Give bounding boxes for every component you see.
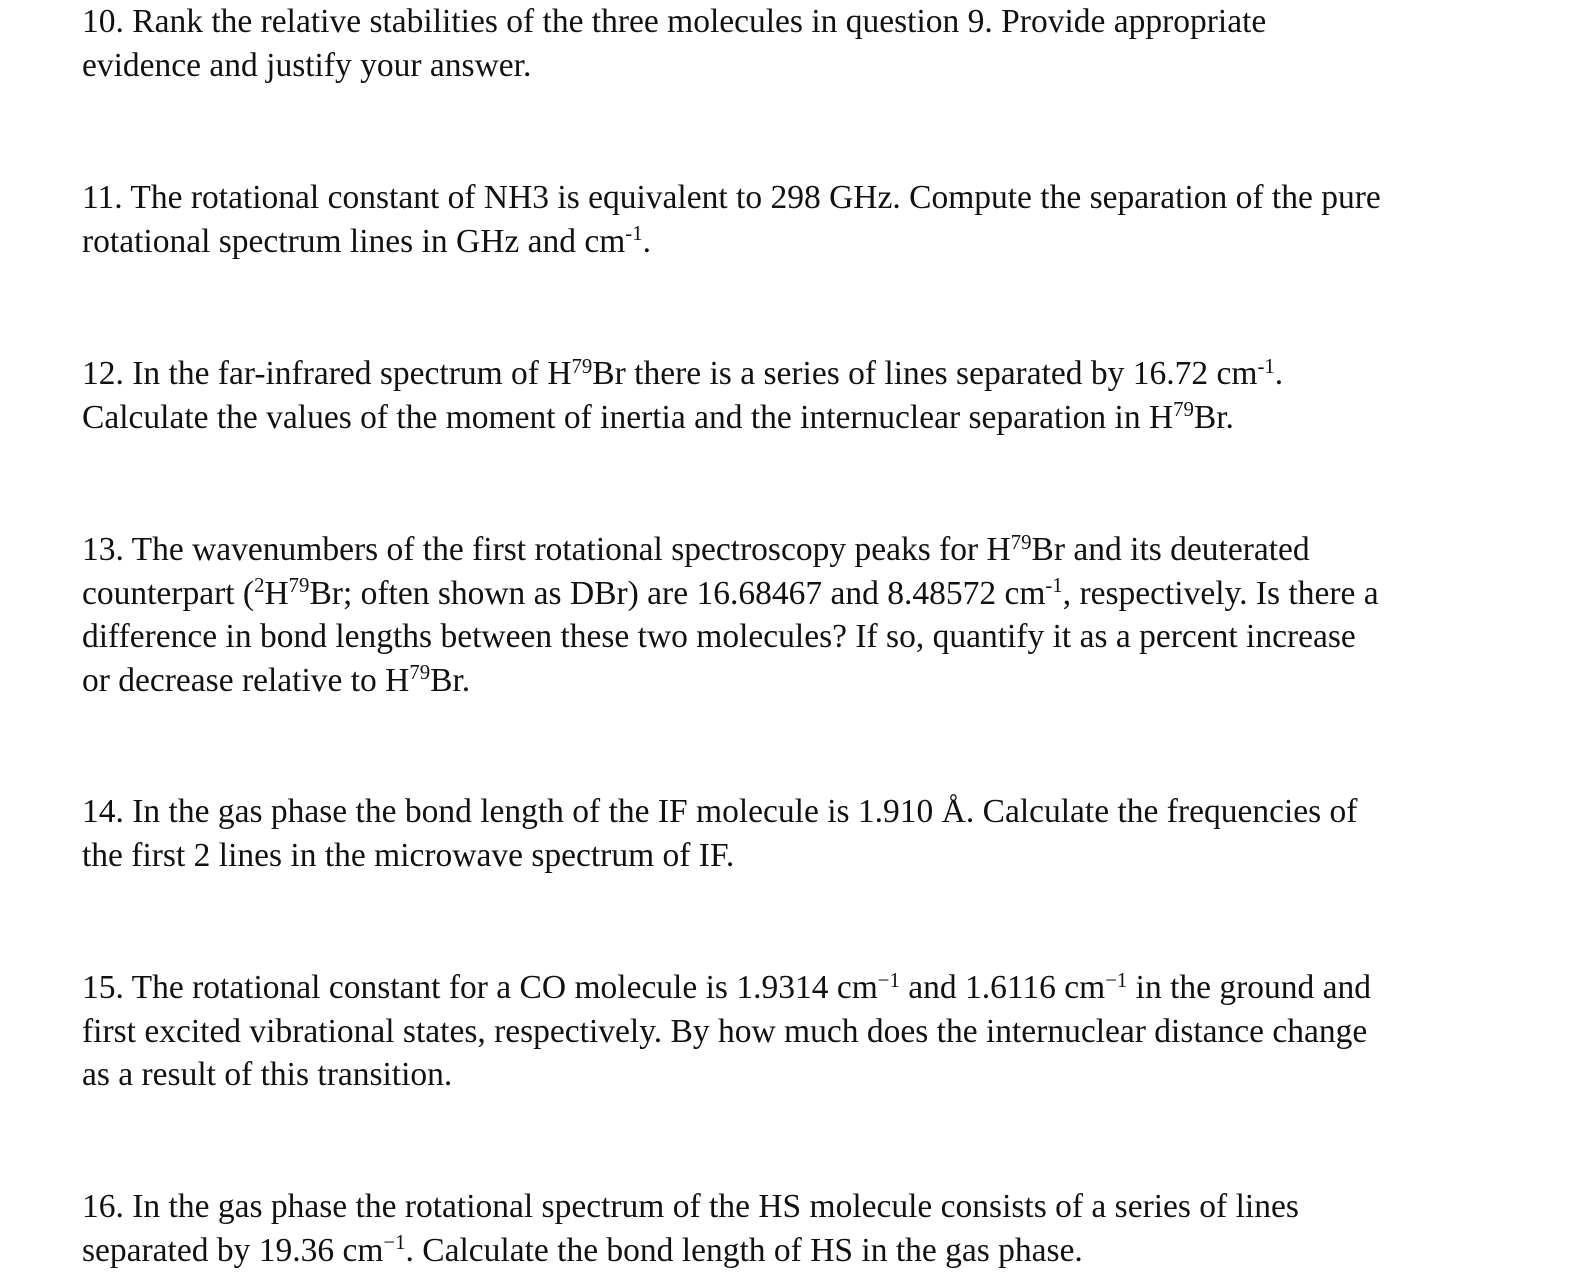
question-line	[82, 352, 1522, 396]
question-line	[82, 0, 1522, 44]
question-line	[82, 615, 1522, 659]
superscript: −1	[383, 1231, 406, 1255]
question-line	[82, 44, 1522, 88]
question-line	[82, 1053, 1522, 1097]
question-12	[82, 352, 1522, 439]
text-run: difference in bond lengths between these two molecules? If so, quantify it as a percent increase	[82, 618, 1356, 655]
text-run: H	[264, 574, 289, 612]
text-run: 11. The rotational constant of NH3 is equivalent to 298 GHz. Compute the separation of the pure	[82, 179, 1381, 216]
text-run: 16. In the gas phase the rotational spectrum of the HS molecule consists of a series of lines	[82, 1188, 1299, 1225]
superscript: −1	[1105, 968, 1128, 992]
text-run: in the ground and	[1127, 969, 1372, 1006]
text-run: Calculate the values of the moment of inertia and the internuclear separation in H	[82, 398, 1174, 436]
question-line	[82, 528, 1522, 572]
question-line	[82, 1010, 1522, 1054]
text-run: Br and its deuterated	[1031, 531, 1310, 568]
question-16	[82, 1185, 1522, 1272]
text-run: evidence and justify your answer.	[82, 46, 532, 84]
question-line	[82, 966, 1522, 1010]
text-run: and 1.6116 cm	[899, 969, 1106, 1006]
text-run: separated by 19.36 cm	[82, 1231, 384, 1269]
question-10	[82, 0, 1522, 87]
text-run: Br; often shown as DBr) are 16.68467 and 8.48572 cm	[309, 574, 1046, 612]
text-run: 15. The rotational constant for a CO molecule is 1.9314 cm	[82, 969, 878, 1006]
superscript: −1	[877, 968, 900, 992]
question-line	[82, 659, 1522, 703]
question-line	[82, 396, 1522, 440]
text-run: Br.	[430, 661, 471, 699]
question-line	[82, 790, 1522, 834]
question-line	[82, 572, 1522, 616]
superscript: 79	[571, 354, 593, 378]
question-15	[82, 966, 1522, 1097]
question-line	[82, 1229, 1522, 1273]
text-run: Br.	[1193, 398, 1234, 436]
text-run: .	[1274, 355, 1284, 392]
text-run: first excited vibrational states, respectively. By how much does the internuclear distance change	[82, 1012, 1368, 1050]
superscript: 79	[288, 574, 310, 598]
text-run: counterpart (	[82, 574, 255, 612]
text-run: .	[642, 222, 651, 260]
question-14	[82, 790, 1522, 877]
question-line	[82, 1185, 1522, 1229]
text-run: 13. The wavenumbers of the first rotational spectroscopy peaks for H	[82, 531, 1011, 568]
question-line	[82, 220, 1522, 264]
text-run: 14. In the gas phase the bond length of the IF molecule is 1.910 Å. Calculate the frequencies of	[82, 793, 1358, 830]
text-run: or decrease relative to H	[82, 661, 410, 699]
superscript: -1	[1257, 354, 1275, 378]
text-run: . Calculate the bond length of HS in the gas phase.	[405, 1231, 1083, 1269]
text-run: , respectively. Is there a	[1062, 574, 1379, 612]
question-line	[82, 834, 1522, 878]
superscript: 79	[1010, 530, 1032, 554]
question-13	[82, 528, 1522, 702]
superscript: -1	[625, 222, 643, 246]
superscript: 79	[1173, 398, 1194, 422]
text-run: Br there is a series of lines separated by 16.72 cm	[592, 355, 1258, 392]
text-run: the first 2 lines in the microwave spectrum of IF.	[82, 836, 735, 874]
text-run: 12. In the far-infrared spectrum of H	[82, 355, 572, 392]
superscript: -1	[1045, 574, 1063, 598]
text-run: 10. Rank the relative stabilities of the three molecules in question 9. Provide appropriate	[82, 3, 1267, 40]
text-run: as a result of this transition.	[82, 1056, 453, 1093]
question-11	[82, 176, 1522, 263]
superscript: 2	[254, 574, 265, 598]
text-run: rotational spectrum lines in GHz and cm	[82, 222, 626, 260]
superscript: 79	[409, 661, 431, 685]
question-line	[82, 176, 1522, 220]
